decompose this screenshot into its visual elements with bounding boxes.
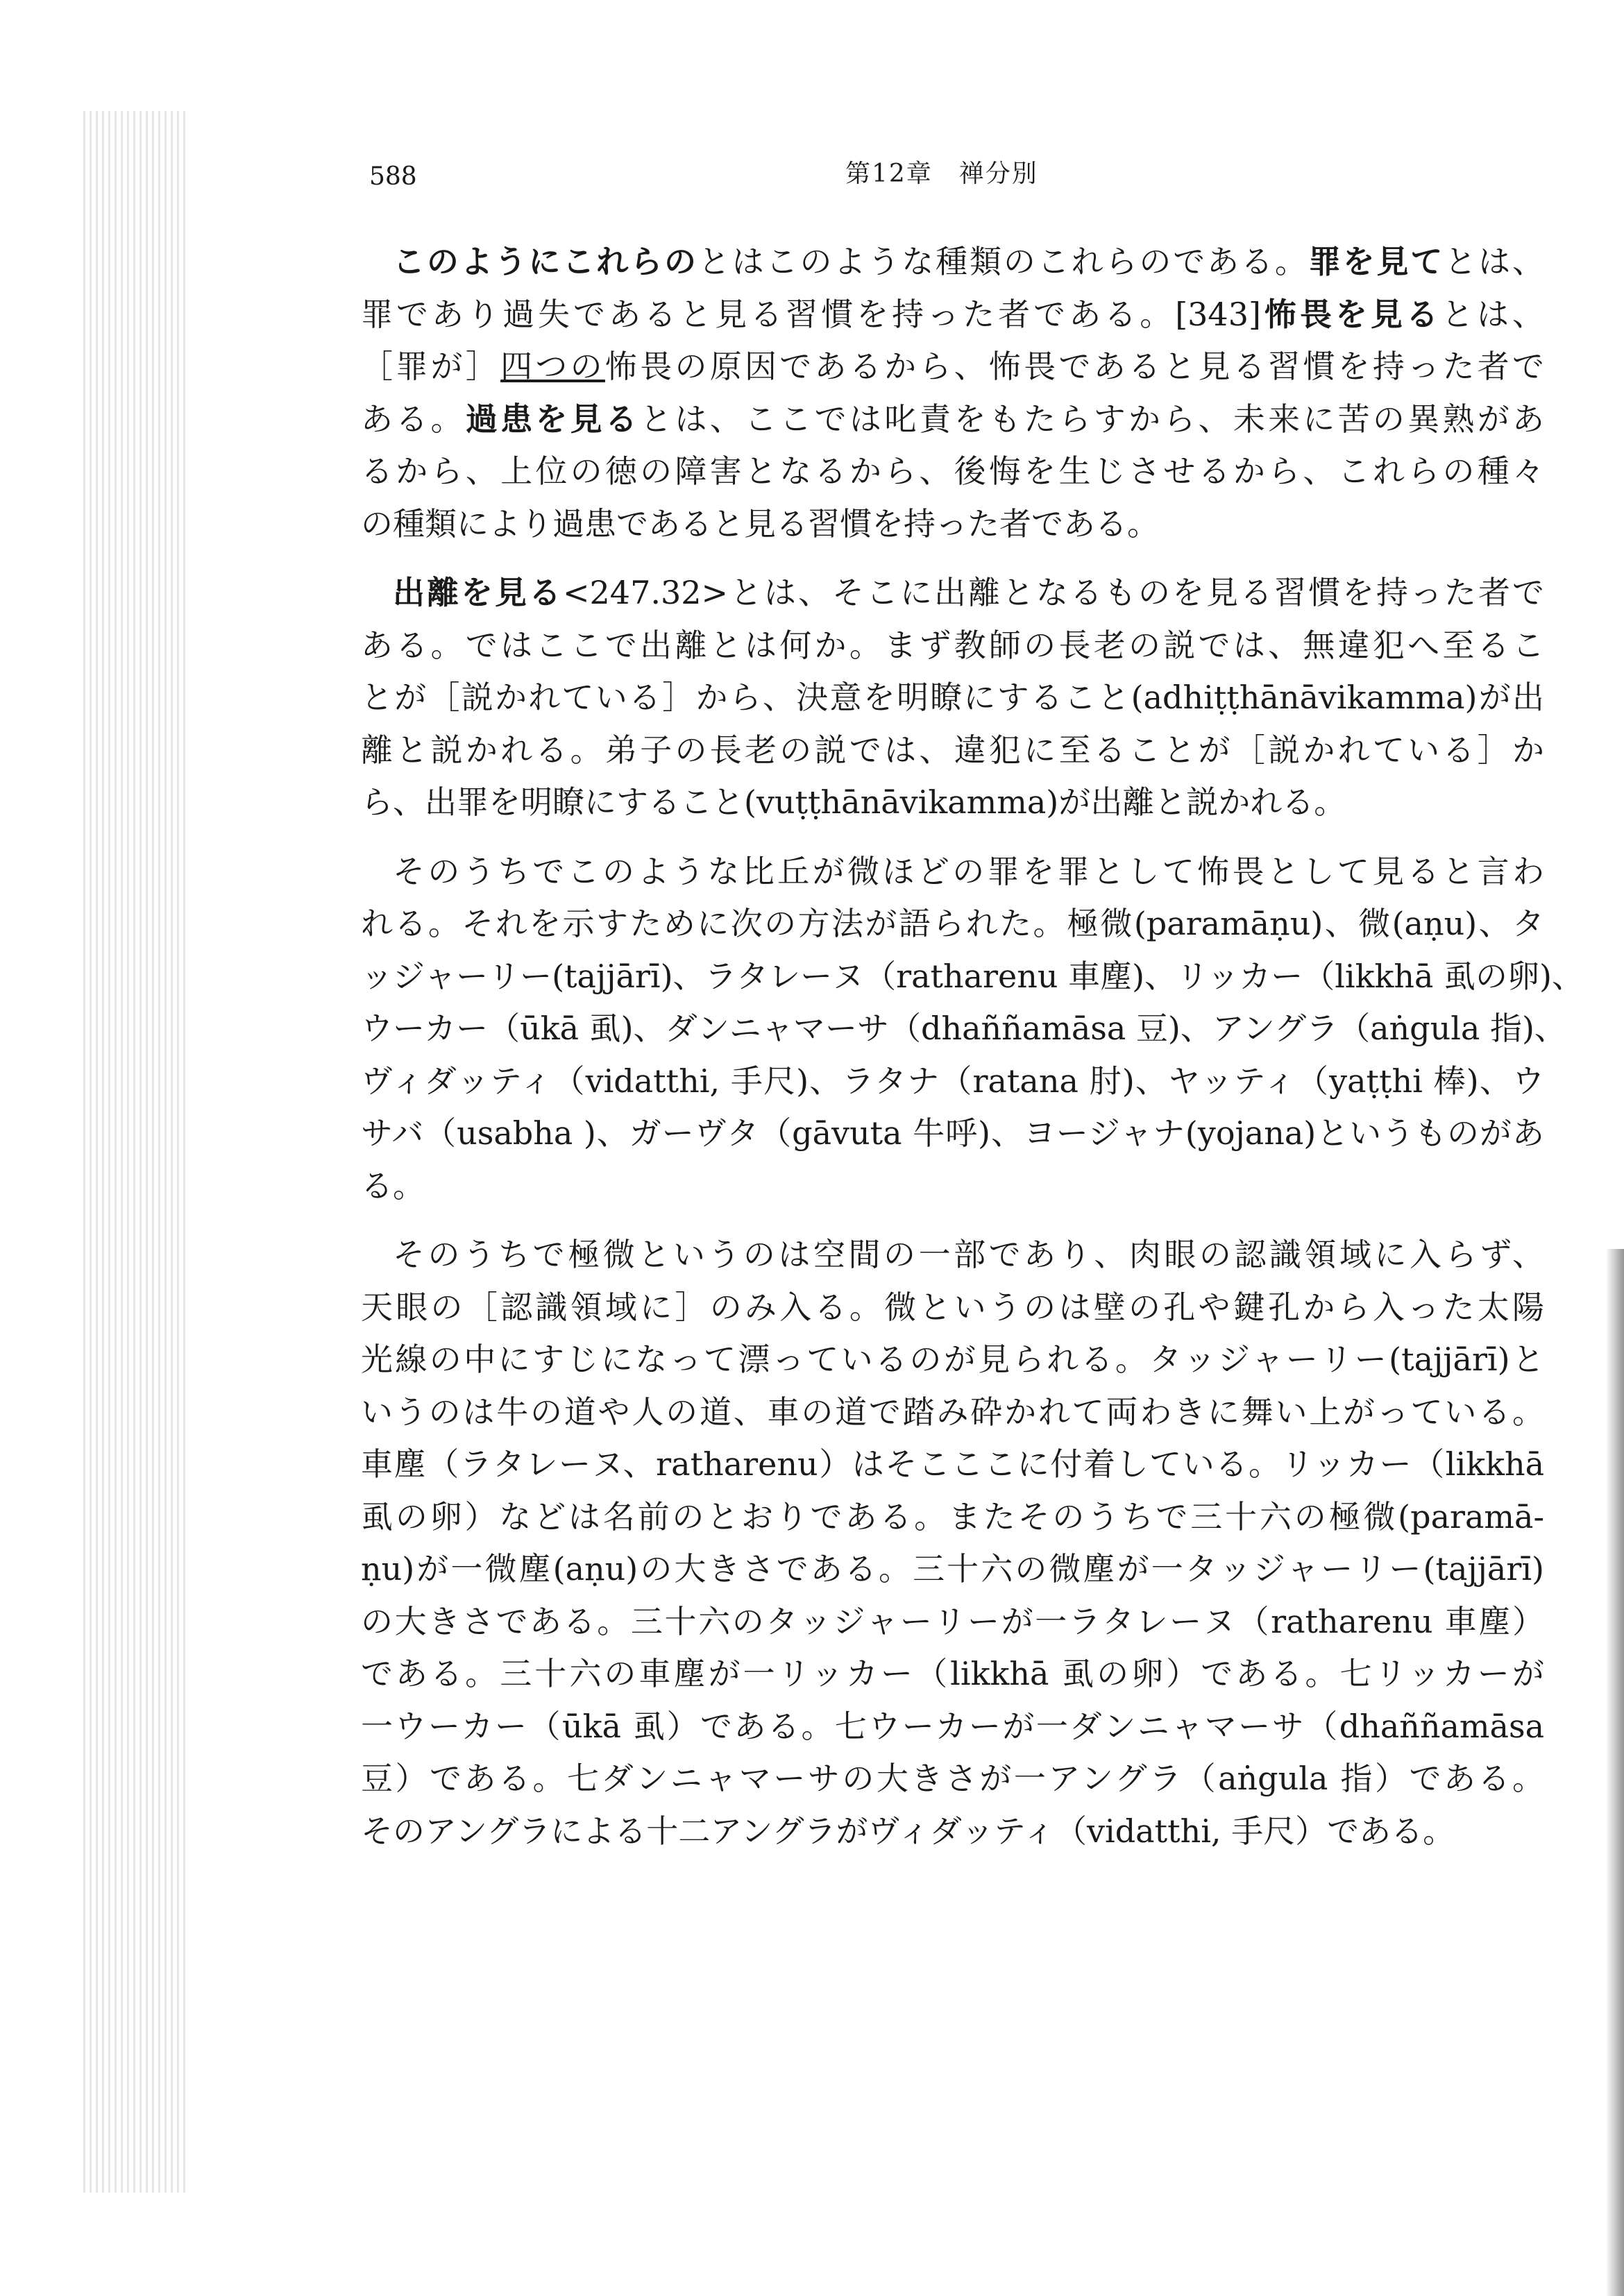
text-line xyxy=(361,1107,1544,1160)
paragraph xyxy=(361,236,1544,550)
bold-term: 罪を見て xyxy=(1308,243,1445,280)
text-line xyxy=(361,236,1544,289)
text-run: 怖畏の原因であるから、怖畏であると見る習慣を持った者で xyxy=(604,348,1545,385)
text-line xyxy=(361,724,1544,777)
text-run: ッジャーリー(tajjārī)、ラタレーヌ（ratharenu 車塵)、リッカー（likkhā 虱の卵)、 xyxy=(361,957,1584,995)
text-run: とが［説かれている］から、決意を明瞭にすること(adhiṭṭhānāvikamma)が出 xyxy=(361,679,1544,716)
underlined-term: 四つの xyxy=(500,348,605,385)
text-run: ウーカー（ūkā 虱)、ダンニャマーサ（dhaññamāsa 豆)、アングラ（aṅgula 指)、 xyxy=(361,1010,1566,1047)
text-run: の大きさである。三十六のタッジャーリーが一ラタレーヌ（ratharenu 車塵） xyxy=(361,1602,1544,1640)
text-line xyxy=(361,1334,1544,1386)
text-line xyxy=(361,1543,1544,1596)
text-run: ある。ではここで出離とは何か。まず教師の長老の説では、無違犯へ至るこ xyxy=(361,626,1544,664)
text-run: とは、 xyxy=(1441,295,1545,333)
text-run: とは、 xyxy=(1444,243,1545,280)
text-run: 一ウーカー（ūkā 虱）である。七ウーカーが一ダンニャマーサ（dhaññamāsa xyxy=(361,1707,1544,1745)
page-edge-shadow xyxy=(1606,1249,1624,2296)
text-line xyxy=(361,1438,1544,1491)
text-line xyxy=(361,672,1544,724)
text-line xyxy=(361,776,1544,829)
page-number: 588 xyxy=(369,162,417,191)
text-run: そのアングラによる十二アングラがヴィダッティ（vidatthi, 手尺）である。 xyxy=(361,1812,1455,1850)
text-line xyxy=(361,1386,1544,1439)
text-line xyxy=(361,951,1584,1003)
text-run: そのうちで極微というのは空間の一部であり、肉眼の認識領域に入らず、 xyxy=(393,1236,1544,1273)
text-run: いうのは牛の道や人の道、車の道で踏み砕かれて両わきに舞い上がっている。 xyxy=(361,1393,1544,1431)
text-line xyxy=(361,1003,1566,1055)
bold-term: 出離を見る xyxy=(393,574,563,611)
text-line xyxy=(361,1282,1544,1334)
bold-term: 怖畏を見る xyxy=(1260,295,1441,333)
text-line xyxy=(361,1648,1544,1701)
text-run: ṇu)が一微塵(aṇu)の大きさである。三十六の微塵が一タッジャーリー(tajjārī) xyxy=(361,1550,1544,1588)
text-line xyxy=(361,1055,1544,1108)
text-run: 虱の卵）などは名前のとおりである。またそのうちで三十六の極微(paramā- xyxy=(361,1497,1544,1536)
paragraph xyxy=(361,567,1544,829)
text-line xyxy=(361,1491,1544,1544)
text-run: るから、上位の徳の障害となるから、後悔を生じさせるから、これらの種々 xyxy=(361,452,1544,490)
text-run: 豆）である。七ダンニャマーサの大きさが一アングラ（aṅgula 指）である。 xyxy=(361,1760,1544,1797)
text-run: とはこのような種類のこれらのである。 xyxy=(697,243,1309,280)
paragraph xyxy=(361,1229,1544,1857)
text-run: ［罪が］ xyxy=(361,348,501,385)
text-run: ら、出罪を明瞭にすること(vuṭṭhānāvikamma)が出離と説かれる。 xyxy=(361,783,1346,821)
text-line xyxy=(361,393,1544,446)
text-line xyxy=(361,1701,1544,1753)
text-run: 光線の中にすじになって漂っているのが見られる。タッジャーリー(tajjārī)と xyxy=(361,1341,1544,1378)
text-run: 天眼の［認識領域に］のみ入る。微というのは壁の孔や鍵孔から入った太陽 xyxy=(361,1288,1544,1326)
bold-term: 過患を見る xyxy=(465,400,641,438)
text-run: サバ（usabha )、ガーヴタ（gāvuta 牛呼)、ヨージャナ(yojana)というものがあ xyxy=(361,1114,1544,1152)
text-line xyxy=(361,341,1544,393)
text-line xyxy=(361,567,1544,620)
text-run: ある。 xyxy=(361,400,466,438)
text-line xyxy=(361,445,1544,498)
text-line xyxy=(361,898,1544,951)
text-line xyxy=(361,1753,1544,1805)
text-run: れる。それを示すために次の方法が語られた。極微(paramāṇu)、微(aṇu)、タ xyxy=(361,905,1544,942)
page-header xyxy=(361,154,1555,196)
body-text xyxy=(361,236,1584,1874)
text-run: る。 xyxy=(361,1166,425,1205)
text-run: 車塵（ラタレーヌ、ratharenu）はそこここに付着している。リッカー（likkhā xyxy=(361,1445,1544,1483)
text-run: の種類により過患であると見る習慣を持った者である。 xyxy=(361,504,1159,543)
text-run: 罪であり過失であると見る習慣を持った者である。[343] xyxy=(361,295,1261,333)
paragraph xyxy=(361,846,1584,1213)
text-run: <247.32>とは、そこに出離となるものを見る習慣を持った者で xyxy=(563,574,1545,611)
text-run: 離と説かれる。弟子の長老の説では、違犯に至ることが［説かれている］か xyxy=(361,731,1544,769)
text-line xyxy=(361,1160,1544,1213)
bold-term: このようにこれらの xyxy=(393,243,698,280)
text-run: ヴィダッティ（vidatthi, 手尺)、ラタナ（ratana 肘)、ヤッティ（yaṭṭhi 棒)、ウ xyxy=(361,1062,1544,1100)
running-head: 第12章 禅分別 xyxy=(845,160,1038,188)
text-line xyxy=(361,289,1544,341)
book-spine-shadow xyxy=(83,111,187,2193)
text-line xyxy=(361,1596,1544,1649)
text-line xyxy=(361,620,1544,672)
text-run: とは、ここでは叱責をもたらすから、未来に苦の異熟があ xyxy=(640,400,1545,438)
text-run: そのうちでこのような比丘が微ほどの罪を罪として怖畏として見ると言わ xyxy=(393,852,1544,890)
text-line xyxy=(361,1805,1544,1858)
text-line xyxy=(361,498,1544,551)
text-run: である。三十六の車塵が一リッカー（likkhā 虱の卵）である。七リッカーが xyxy=(361,1655,1544,1692)
text-line xyxy=(361,846,1544,899)
text-line xyxy=(361,1229,1544,1282)
